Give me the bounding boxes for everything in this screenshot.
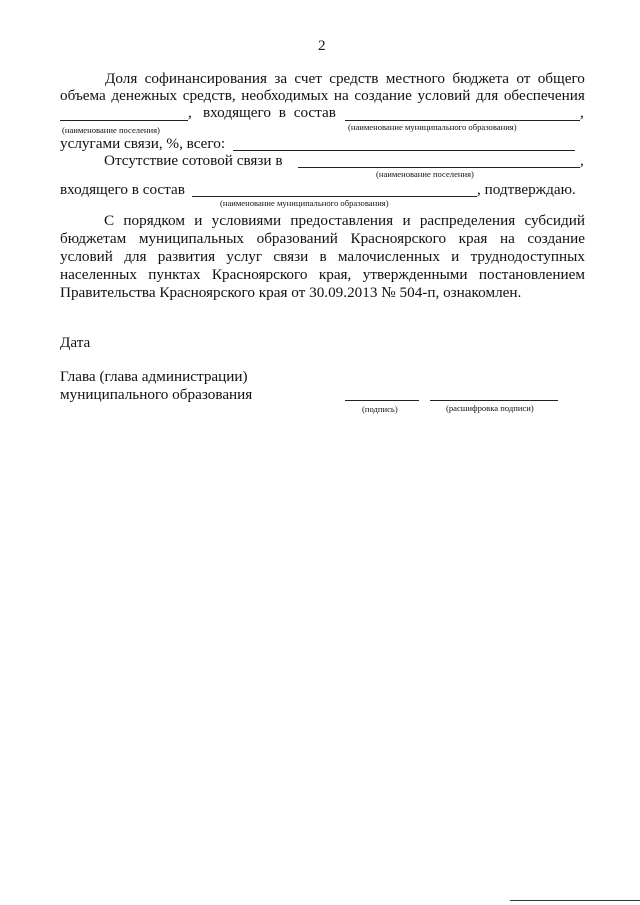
caption-settlement-1: (наименование поселения) (62, 125, 160, 135)
page-number: 2 (318, 37, 326, 54)
para2-line2-start: входящего в состав (60, 181, 185, 198)
scan-edge-line (510, 900, 640, 901)
para2-line2-end: , подтверждаю. (477, 181, 576, 198)
caption-municipality-1: (наименование муниципального образования) (348, 122, 517, 132)
percent-blank (233, 150, 575, 151)
settlement-blank-2 (298, 167, 580, 168)
signature-title-line2: муниципального образования (60, 386, 253, 403)
signature-title-line1: Глава (глава администрации) (60, 368, 248, 385)
para3-line5: Правительства Красноярского края от 30.09.2013 № 504-п, ознакомлен. (60, 284, 522, 301)
para2-line1: Отсутствие сотовой связи в (104, 152, 283, 169)
caption-municipality-2: (наименование муниципального образования) (220, 198, 389, 208)
para1-line3-mid: входящего в состав (203, 104, 336, 121)
para3-line1: С порядком и условиями предоставления и распределения субсидий (104, 212, 585, 229)
para1-line4: услугами связи, %, всего: (60, 135, 226, 152)
date-label: Дата (60, 334, 91, 351)
para3-line3: условий для развития услуг связи в малочисленных и труднодоступных (60, 248, 585, 265)
caption-signature: (подпись) (362, 404, 398, 414)
caption-settlement-2: (наименование поселения) (376, 169, 474, 179)
para2-line1-end: , (580, 152, 584, 169)
para1-line1: Доля софинансирования за счет средств местного бюджета от общего (105, 70, 585, 87)
signature-blank (345, 400, 419, 401)
para1-line2: объема денежных средств, необходимых на создание условий для обеспечения (60, 87, 585, 104)
caption-decoding: (расшифровка подписи) (446, 403, 534, 413)
para3-line4: населенных пунктах Красноярского края, утвержденными постановлением (60, 266, 585, 283)
municipality-blank-2 (192, 196, 477, 197)
para1-line3-comma: , (188, 104, 192, 121)
municipality-blank-1 (345, 120, 580, 121)
signature-decoding-blank (430, 400, 558, 401)
para3-line2: бюджетам муниципальных образований Красноярского края на создание (60, 230, 585, 247)
para1-line3-end: , (580, 104, 584, 121)
settlement-blank-1 (60, 120, 188, 121)
